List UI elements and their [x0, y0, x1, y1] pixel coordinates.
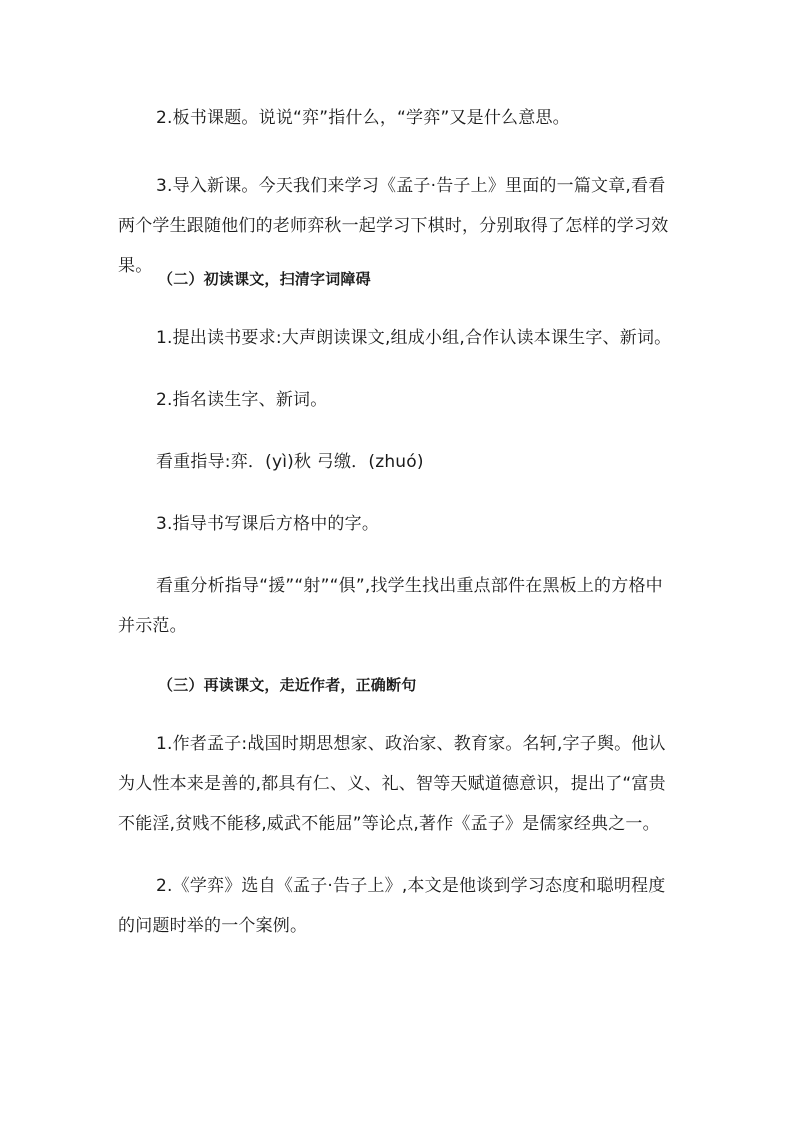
paragraph-about-mencius: 1.作者孟子:战国时期思想家、政治家、教育家。名轲,字子舆。他认为人性本来是善的,都具有仁、义、礼、智等天赋道德意识，提出了“富贵不能淫,贫贱不能移,威武不能屈”等论点,著作《孟子》是儒家经典之一。 [118, 734, 666, 834]
paragraph-reading-requirements: 1.提出读书要求:大声朗读课文,组成小组,合作认读本课生字、新词。 [156, 328, 672, 348]
paragraph-character-analysis: 看重分析指导“援”“射”“俱”,找学生找出重点部件在黑板上的方格中并示范。 [118, 576, 663, 636]
paragraph-topic-title: 2.板书课题。说说“弈”指什么，“学弈”又是什么意思。 [156, 108, 570, 128]
paragraph-pronunciation-guide: 看重指导:弈．(yì)秋 弓缴．(zhuó) [156, 452, 424, 472]
paragraph-introduce-lesson: 3.导入新课。今天我们来学习《孟子·告子上》里面的一篇文章,看看两个学生跟随他们的老师弈秋一起学习下棋时，分别取得了怎样的学习效果。 [118, 176, 669, 276]
paragraph-text-source: 2.《学弈》选自《孟子·告子上》,本文是他谈到学习态度和聪明程度的问题时举的一个案例。 [118, 876, 666, 936]
section-heading-first-reading: （二）初读课文，扫清字词障碍 [158, 270, 371, 288]
section-heading-second-reading: （三）再读课文，走近作者，正确断句 [158, 676, 417, 694]
paragraph-read-new-words: 2.指名读生字、新词。 [156, 390, 328, 410]
paragraph-writing-guide: 3.指导书写课后方格中的字。 [156, 514, 380, 534]
